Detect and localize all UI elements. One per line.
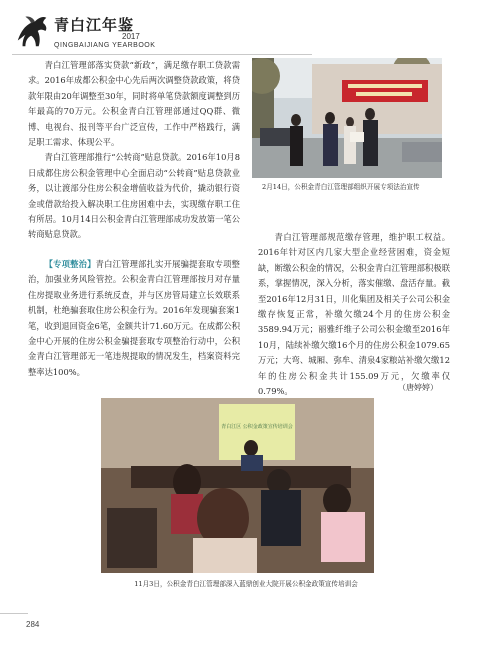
page-number: 284 [26, 620, 40, 629]
section-tag: 【专项整治】 [44, 258, 96, 269]
section-body: 青白江管理部扎实开展骗提套取专项整治，加强业务风险管控。公积金青白江管理部按月对存量住房提取业务进行系统反查，并与区房管局建立长效联系机制，杜绝骗套取住房公积金行为。2016年发现骗套案1笔，收到退回资金6笔，金额共计71.60万元。在成都公积金中心开展的住房公积金骗提套取专项整治行动中，公积金青白江管理部无一笔违规提取的情况发生，档案资料完整率达100%。 [28, 258, 240, 377]
paragraph-contribution-management: 青白江管理部规范缴存管理，维护职工权益。2016年针对区内几家大型企业经营困难，资金短缺，断缴公积金的情况，公积金青白江管理部积极联系，掌握情况，深入分析，落实催缴、盘活存量。截至2016年12月31日，川化集团及相关子公司公积金缴存恢复正常，补缴欠缴24个月的住房公积金3589.94万元；丽雅纤维子公司公积金缴至2016年10月，陆续补缴欠缴16个月的住房公积金1079.65万元；大弯、城厢、弥牟、清泉4家粮站补缴欠缴12年的住房公积金共计155.09万元，欠缴率仅0.79%。 [258, 232, 450, 397]
header-divider [12, 54, 312, 55]
screen-text: 青白江区 公积金政策宣传培训会 [221, 424, 293, 430]
yearbook-year: 2017 [122, 32, 140, 41]
photo-legal-outreach [252, 58, 442, 178]
paragraph-special-rectification [28, 257, 240, 380]
author-credit: （唐婷婷） [398, 383, 438, 392]
paragraph-interest-subsidy: 青白江管理部推行“公转商”贴息贷款。2016年10月8日成都住房公积金管理中心全面启动“公转商”贴息贷款业务，以让渡部分住房公积金增值收益为代价，撬动银行资金或借款给投入解决职工住房困难中去，实现缴存职工住有所居。10月14日公积金青白江管理部成功发放第一笔公转商贴息贷款。 [28, 152, 240, 240]
photo-training-session [101, 398, 374, 573]
right-text-column [258, 230, 450, 399]
outreach-photo-image [252, 58, 442, 178]
yearbook-header [12, 8, 212, 56]
left-text-column [28, 58, 240, 380]
footer-divider [0, 613, 28, 614]
yearbook-english-title: QINGBAIJIANG YEARBOOK [54, 42, 156, 49]
paragraph-loan-policy: 青白江管理部落实贷款“新政”，满足缴存职工贷款需求。2016年成都公积金中心先后两次调整贷款政策，将贷款年限由20年调整至30年，同时将单笔贷款额度调整到历年最高的70万元。公积金青白江管理部通过QQ群、微博、电视台、报刊等平台广泛宣传，工作中严格践行，满足职工需求、体现公平。 [28, 60, 240, 148]
yearbook-title: 青白江年鉴 [54, 16, 135, 34]
horse-logo-icon [14, 12, 52, 50]
photo-top-caption: 2月14日，公积金青白江管理部组织开展专项法治宣传 [262, 183, 420, 191]
training-photo-image [101, 398, 374, 573]
photo-bottom-caption: 11月3日，公积金青白江管理部深入蓝鼎创业大院开展公积金政策宣传培训会 [134, 580, 358, 588]
